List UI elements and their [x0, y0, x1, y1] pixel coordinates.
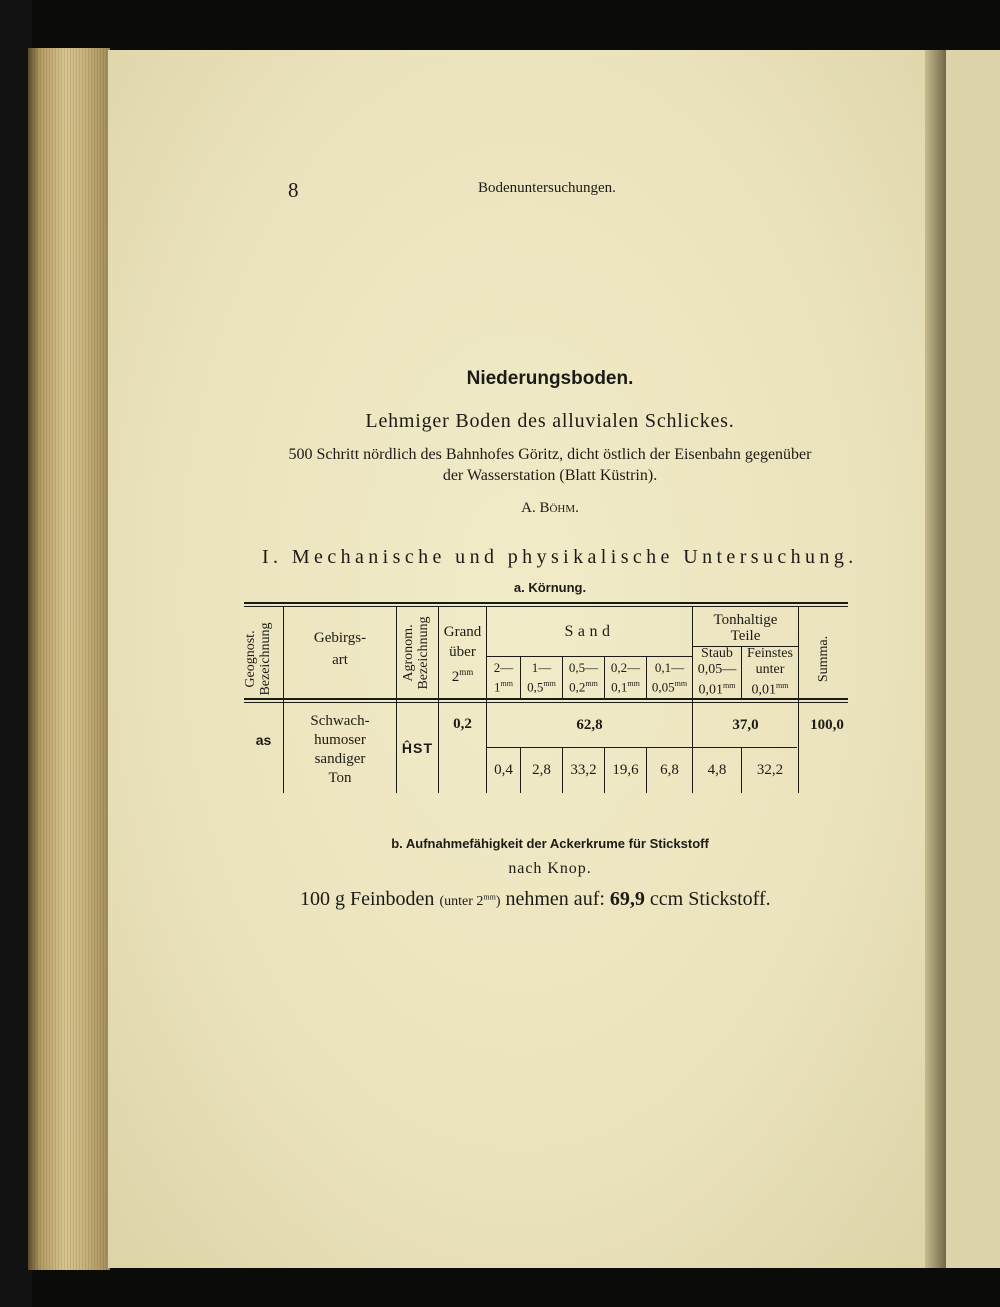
row-sand-value-3: 19,6: [612, 762, 639, 778]
row-sand-value-1: 2,8: [532, 762, 551, 778]
row-agronom: ĤST: [401, 740, 434, 756]
row-sand-value-2: 33,2: [570, 762, 597, 778]
row-ton-value-0: 4,8: [707, 762, 727, 778]
page-number: 8: [288, 178, 299, 202]
subtitle: Lehmiger Boden des alluvialen Schlickes.: [365, 410, 735, 432]
page-edges: [28, 48, 110, 1270]
col-staub-header: Staub 0,05— $0,01^{mm}$: [697, 646, 737, 698]
sand-sub-0: 2— $1^{mm}$: [493, 660, 514, 695]
col-agronom-header: Agronom. Bezeichnung: [401, 616, 431, 690]
col-tonhaltige-header: Tonhaltige Teile: [713, 612, 778, 644]
col-feinstes-header: Feinstes unter $0,01^{mm}$: [747, 646, 793, 698]
facing-page: [946, 50, 1000, 1268]
result-line: 100 g Feinboden (unter $2^{mm}$) nehmen auf: 69,9 ccm Stickstoff.: [300, 888, 771, 910]
section-title: Niederungsboden.: [466, 368, 634, 389]
row-summa: 100,0: [810, 717, 844, 733]
row-sand-value-4: 6,8: [660, 762, 679, 778]
author: A. Böhm.: [521, 500, 579, 516]
gutter-shadow: [925, 50, 947, 1268]
running-title: Bodenuntersuchungen.: [478, 180, 616, 196]
row-ton-total: 37,0: [732, 717, 759, 733]
sand-sub-2: 0,5— $0,2^{mm}$: [568, 660, 599, 695]
book-page: [108, 50, 930, 1268]
sub-heading-b-method: nach Knop.: [508, 860, 592, 877]
row-grand: 0,2: [453, 716, 472, 732]
sand-sub-4: 0,1— $0,05^{mm}$: [651, 660, 688, 695]
sand-sub-1: 1— $0,5^{mm}$: [527, 660, 556, 695]
row-sand-value-0: 0,4: [494, 762, 513, 778]
row-ton-value-1: 32,2: [756, 762, 784, 778]
row-gebirgsart: Schwach- humoser sandiger Ton: [310, 713, 370, 786]
col-sand-header: Sand: [564, 623, 615, 640]
col-geognost-header: Geognost. Bezeichnung: [243, 622, 273, 696]
sub-heading-b: b. Aufnahmefähigkeit der Ackerkrume für Stickstoff: [391, 836, 709, 851]
row-sand-total: 62,8: [576, 717, 603, 733]
col-gebirgsart-header: Gebirgs- art: [313, 630, 367, 668]
sand-sub-3: 0,2— $0,1^{mm}$: [610, 660, 641, 695]
row-geognost: as: [255, 732, 272, 748]
sub-heading-a: a. Körnung.: [513, 580, 587, 595]
part-heading: I. Mechanische und physikalische Untersuchung.: [262, 546, 858, 568]
col-summa-header: Summa.: [816, 635, 831, 683]
col-grand-header: Grand über $2^{mm}$: [443, 624, 482, 685]
location-line-1: 500 Schritt nördlich des Bahnhofes Göritz, dicht östlich der Eisenbahn gegenüber: [288, 446, 812, 463]
location-line-2: der Wasserstation (Blatt Küstrin).: [442, 467, 658, 484]
